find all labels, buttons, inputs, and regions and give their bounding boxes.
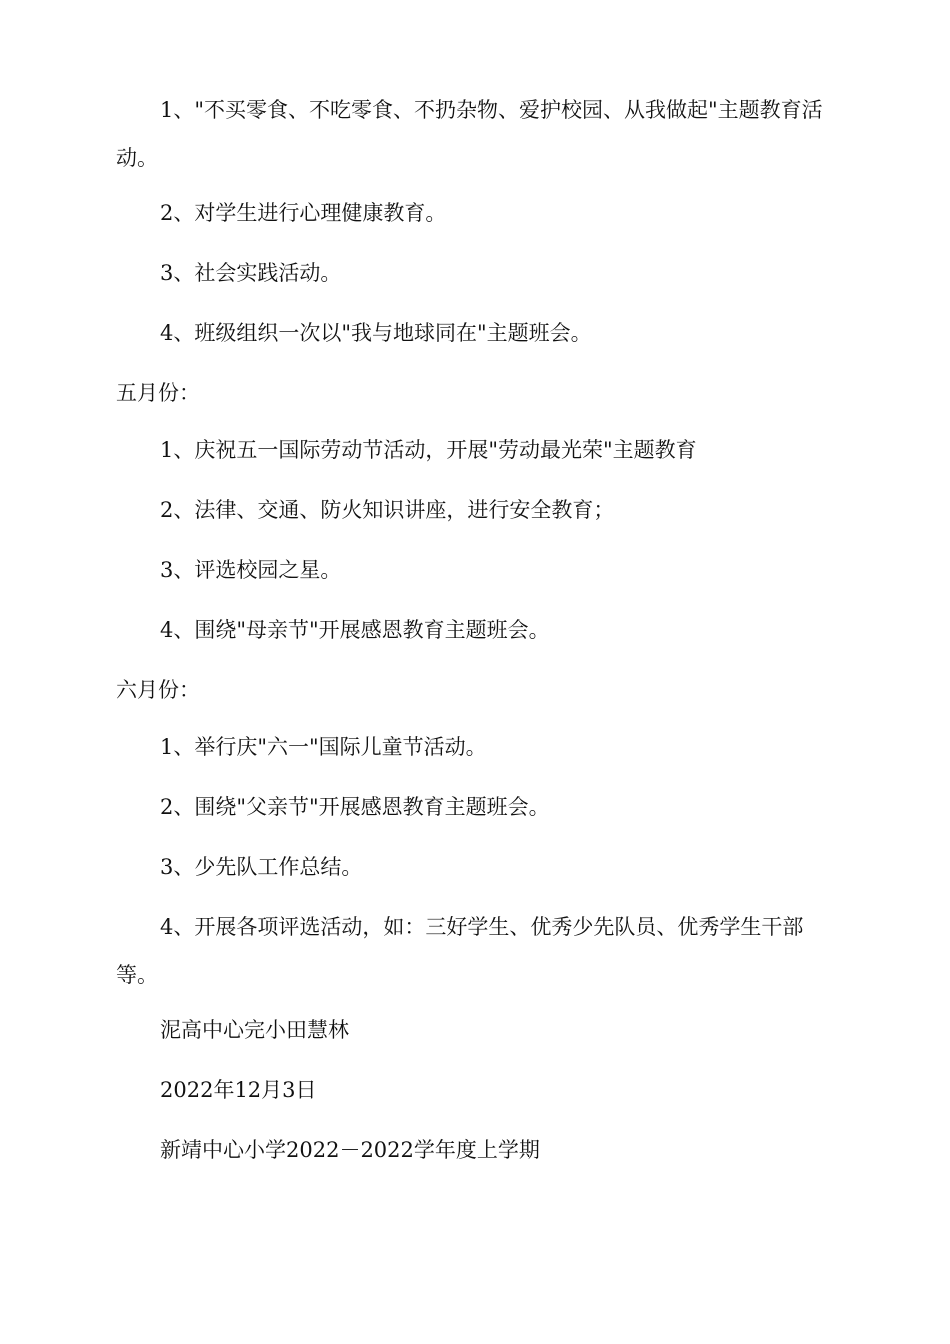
may-heading: 五月份： — [116, 381, 200, 405]
april-item-2: 2、对学生进行心理健康教育。 — [160, 201, 447, 225]
signature: 泥高中心完小田慧林 — [160, 1018, 349, 1042]
april-item-3: 3、社会实践活动。 — [160, 261, 342, 285]
may-item-4: 4、围绕"母亲节"开展感恩教育主题班会。 — [160, 618, 550, 642]
june-item-1: 1、举行庆"六一"国际儿童节活动。 — [160, 735, 487, 759]
april-item-4: 4、班级组织一次以"我与地球同在"主题班会。 — [160, 321, 592, 345]
june-item-3: 3、少先队工作总结。 — [160, 855, 363, 879]
may-item-2: 2、法律、交通、防火知识讲座，进行安全教育； — [160, 498, 615, 522]
april-item-1: 1、"不买零食、不吃零食、不扔杂物、爱护校园、从我做起"主题教育活动。 — [116, 98, 823, 170]
next-section-title: 新靖中心小学2022－2022学年度上学期 — [160, 1138, 540, 1162]
june-item-2: 2、围绕"父亲节"开展感恩教育主题班会。 — [160, 795, 550, 819]
may-item-3: 3、评选校园之星。 — [160, 558, 342, 582]
date: 2022年12月3日 — [160, 1078, 317, 1102]
june-heading: 六月份： — [116, 678, 200, 702]
june-item-4: 4、开展各项评选活动，如：三好学生、优秀少先队员、优秀学生干部等。 — [116, 915, 804, 987]
may-item-1: 1、庆祝五一国际劳动节活动，开展"劳动最光荣"主题教育 — [160, 438, 697, 462]
